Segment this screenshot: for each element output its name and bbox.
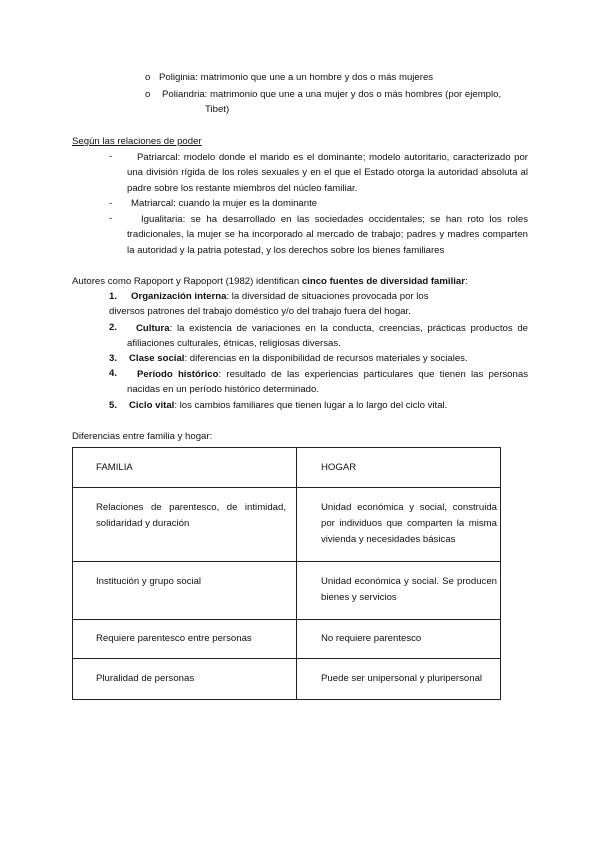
list-item-patriarcal: Patriarcal: modelo donde el marido es el dominante; modelo autoritario, caracterizado por una división rígida de los roles sexuales y en el que el Estado otorga la autoridad absoluta al padre sobre los restante miembros del núcleo familiar. xyxy=(127,152,528,194)
bullet-marker: o xyxy=(145,72,151,83)
authors-intro: Autores como Rapoport y Rapoport (1982) identifican cinco fuentes de diversidad familiar: xyxy=(72,276,468,287)
source-num: 4. xyxy=(109,368,118,379)
source-ciclo: Ciclo vital: los cambios familiares que tienen lugar a lo largo del ciclo vital. xyxy=(129,400,448,411)
table-caption: Diferencias entre familia y hogar: xyxy=(72,431,213,442)
source-clase: Clase social: diferencias en la disponibilidad de recursos materiales y sociales. xyxy=(129,353,468,364)
table-cell: Puede ser unipersonal y pluripersonal xyxy=(321,673,483,684)
bullet-marker: o xyxy=(145,89,151,100)
source-num: 3. xyxy=(109,353,118,364)
list-item-poliandria: Poliandria: matrimonio que une a una mujer y dos o más hombres (por ejemplo, xyxy=(162,89,502,100)
table-row xyxy=(73,620,501,659)
table-row xyxy=(73,659,501,700)
source-num: 1. xyxy=(109,291,118,302)
source-num: 2. xyxy=(109,322,118,333)
source-num: 5. xyxy=(109,400,118,411)
dash-marker: - xyxy=(109,151,113,162)
source-organizacion-cont: diversos patrones del trabajo doméstico y/o del trabajo fuera del hogar. xyxy=(109,306,411,317)
table-row xyxy=(73,562,501,620)
comparison-table xyxy=(72,447,501,700)
header-hogar: HOGAR xyxy=(297,448,501,488)
source-cultura: Cultura: la existencia de variaciones en la conducta, creencias, prácticas productos de afiliaciones culturales, étnicas, religiosas diversas. xyxy=(127,323,528,350)
table-cell: Unidad económica y social, construida por individuos que comparten la misma vivienda y necesidades básicas xyxy=(321,502,497,545)
table-row xyxy=(73,488,501,562)
source-organizacion: Organización interna: la diversidad de situaciones provocada por los xyxy=(131,291,429,302)
table-cell: No requiere parentesco xyxy=(321,633,422,644)
source-periodo: Período histórico: resultado de las experiencias particulares que tienen las personas nacidas en un período histórico determinado. xyxy=(127,369,528,396)
list-item-poliginia: Poliginia: matrimonio que une a un hombre y dos o más mujeres xyxy=(159,72,434,83)
table-cell: Pluralidad de personas xyxy=(96,673,195,684)
table-cell: Requiere parentesco entre personas xyxy=(96,633,252,644)
dash-marker: - xyxy=(109,198,113,209)
table-cell: Institución y grupo social xyxy=(96,576,202,587)
table-cell: Unidad económica y social. Se producen bienes y servicios xyxy=(321,576,497,603)
header-familia: FAMILIA xyxy=(73,448,297,488)
list-item-igualitaria: Igualitaria: se ha desarrollado en las sociedades occidentales; se han roto los roles tradicionales, la mujer se ha incorporado al mercado de trabajo; padres y madres comparten la autoridad y la patria potestad, y los derechos sobre los bienes familiares xyxy=(127,214,528,256)
table-header-row xyxy=(73,448,501,488)
dash-marker: - xyxy=(109,213,113,224)
list-item-poliandria-cont: Tibet) xyxy=(205,104,230,115)
list-item-matriarcal: Matriarcal: cuando la mujer es la dominante xyxy=(131,198,318,209)
table-cell: Relaciones de parentesco, de intimidad, solidaridad y duración xyxy=(96,502,286,529)
section-heading-power: Según las relaciones de poder xyxy=(72,136,202,147)
